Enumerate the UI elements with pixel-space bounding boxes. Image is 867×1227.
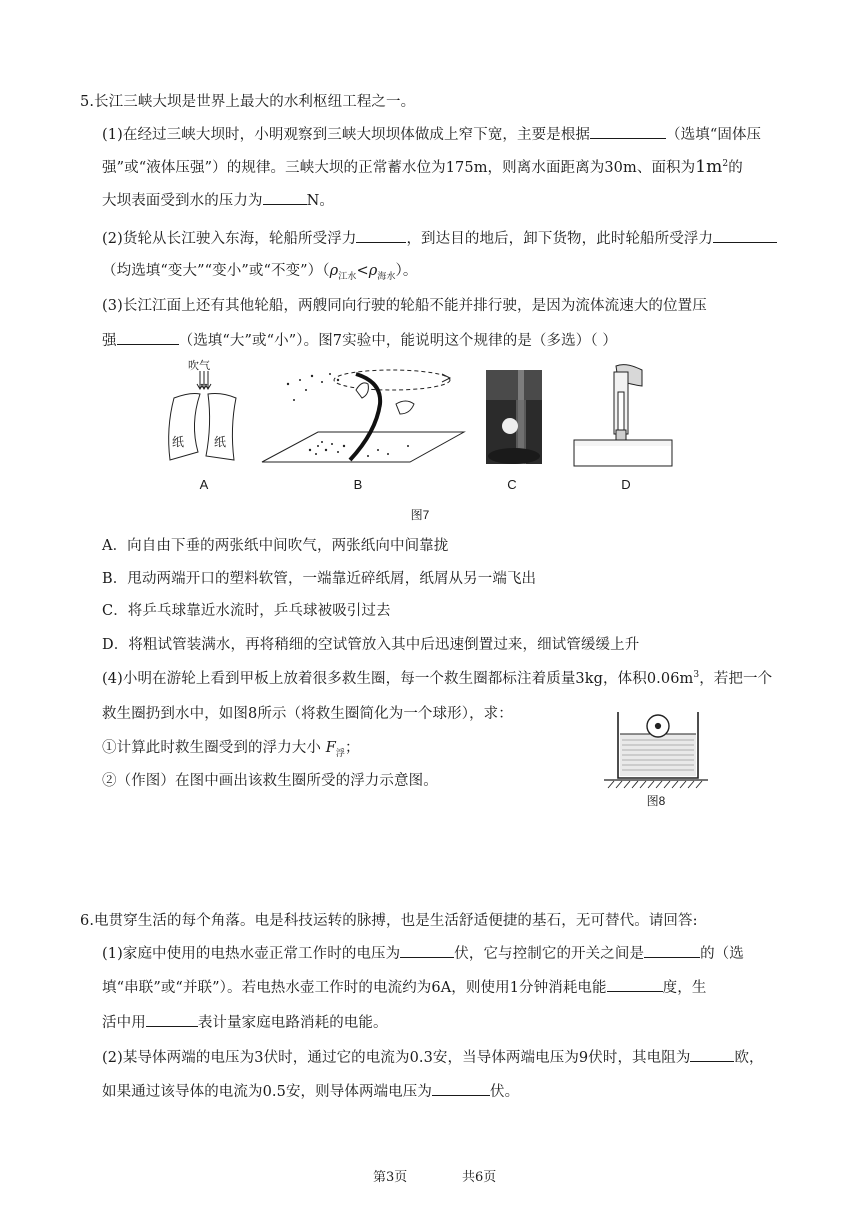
q5-part1-line2: 强”或“液体压强”）的规律。三峡大坝的正常蓄水位为175m，则离水面距离为30m、面积为$1m^2$的	[102, 157, 743, 177]
q5-stem: 5.长江三峡大坝是世界上最大的水利枢纽工程之一。	[80, 94, 416, 110]
q5-part3-line1: (3)长江江面上还有其他轮船，两艘同向行驶的轮船不能并排行驶，是因为流体流速大的位置压	[102, 298, 707, 314]
fig8-lifebuoy-container	[600, 708, 710, 790]
page-total: 共6页	[462, 1170, 497, 1185]
fig7-caption: 图7	[410, 508, 430, 522]
q5-part1-line3: 大坝表面受到水的压力为 N。	[102, 190, 334, 211]
q6-stem: 6.电贯穿生活的每个角落。电是科技运转的脉搏，也是生活舒适便捷的基石，无可替代。请回答:	[80, 913, 698, 929]
option-c: C．将乒乓球靠近水流时，乒乓球被吸引过去	[102, 603, 391, 619]
option-b: B．甩动两端开口的塑料软管，一端靠近碎纸屑，纸屑从另一端飞出	[102, 571, 537, 587]
answer-blank[interactable]	[356, 228, 406, 243]
answer-blank[interactable]	[146, 1012, 198, 1027]
fig7-paper-label: 纸	[172, 435, 185, 449]
page-number: 第3页	[373, 1170, 408, 1185]
q5-part3-line2: 强 （选填“大”或“小”）。图7实验中，能说明这个规律的是（多选）（ ）	[102, 330, 617, 351]
option-d: D．将粗试管装满水，再将稍细的空试管放入其中后迅速倒置过来，细试管缓缓上升	[102, 637, 640, 653]
fig7-paper-label: 纸	[214, 435, 227, 449]
answer-blank[interactable]	[117, 330, 179, 345]
q5-part4-line1: (4)小明在游轮上看到甲板上放着很多救生圈，每一个救生圈都标注着质量3kg，体积$0.06m^3$，若把一个	[102, 670, 773, 687]
q5-part1-line1: (1)在经过三峡大坝时，小明观察到三峡大坝坝体做成上窄下宽，主要是根据 （选填“固体压	[102, 124, 761, 145]
fig7-label-a: A	[199, 477, 209, 492]
q5-part2-line2: （均选填“变大”“变小”或“不变$”)(\rho_{江水}<\rho_{海水})$。	[102, 263, 418, 282]
fig7-label-b: B	[353, 477, 363, 492]
fig7-testtube-figure	[570, 362, 676, 468]
answer-blank[interactable]	[432, 1081, 490, 1096]
answer-blank[interactable]	[690, 1047, 734, 1062]
option-a: A．向自由下垂的两张纸中间吹气，两张纸向中间靠拢	[102, 538, 449, 554]
fig7-tube-figure	[258, 362, 468, 467]
fig7-label-c: C	[507, 477, 517, 492]
answer-blank[interactable]	[607, 977, 663, 992]
q5-part4-item1: ①计算此时救生圈受到的浮力大小 $F_浮$；	[102, 740, 360, 759]
answer-blank[interactable]	[713, 228, 777, 243]
q5-part4-item2: ②（作图）在图中画出该救生圈所受的浮力示意图。	[102, 773, 438, 789]
q6-part1-line2: 填“串联”或“并联”）。若电热水壶工作时的电流约为6A，则使用1分钟消耗电能 度，生	[102, 977, 706, 998]
fig7-blow-label: 吹气	[188, 359, 211, 372]
q5-part4-line2: 救生圈扔到水中，如图8所示（将救生圈简化为一个球形），求：	[102, 706, 513, 722]
q5-part2-line1: (2)货轮从长江驶入东海，轮船所受浮力 ，到达目的地后，卸下货物，此时轮船所受浮力	[102, 228, 777, 249]
fig7-pingpong-photo	[486, 370, 542, 464]
answer-blank[interactable]	[263, 190, 307, 205]
q6-part1-line3: 活中用 表计量家庭电路消耗的电能。	[102, 1012, 388, 1033]
fig7-label-d: D	[621, 477, 631, 492]
q6-part2-line2: 如果通过该导体的电流为0.5安，则导体两端电压为 伏。	[102, 1081, 519, 1102]
q6-part1-line1: (1)家庭中使用的电热水壶正常工作时的电压为 伏，它与控制它的开关之间是 的（选	[102, 943, 744, 964]
answer-blank[interactable]	[400, 943, 454, 958]
answer-blank[interactable]	[644, 943, 700, 958]
q6-part2-line1: (2)某导体两端的电压为3伏时，通过它的电流为0.3安，当导体两端电压为9伏时，其电阻为 欧，	[102, 1047, 764, 1068]
fig8-caption: 图8	[646, 794, 666, 808]
answer-blank[interactable]	[590, 124, 666, 139]
